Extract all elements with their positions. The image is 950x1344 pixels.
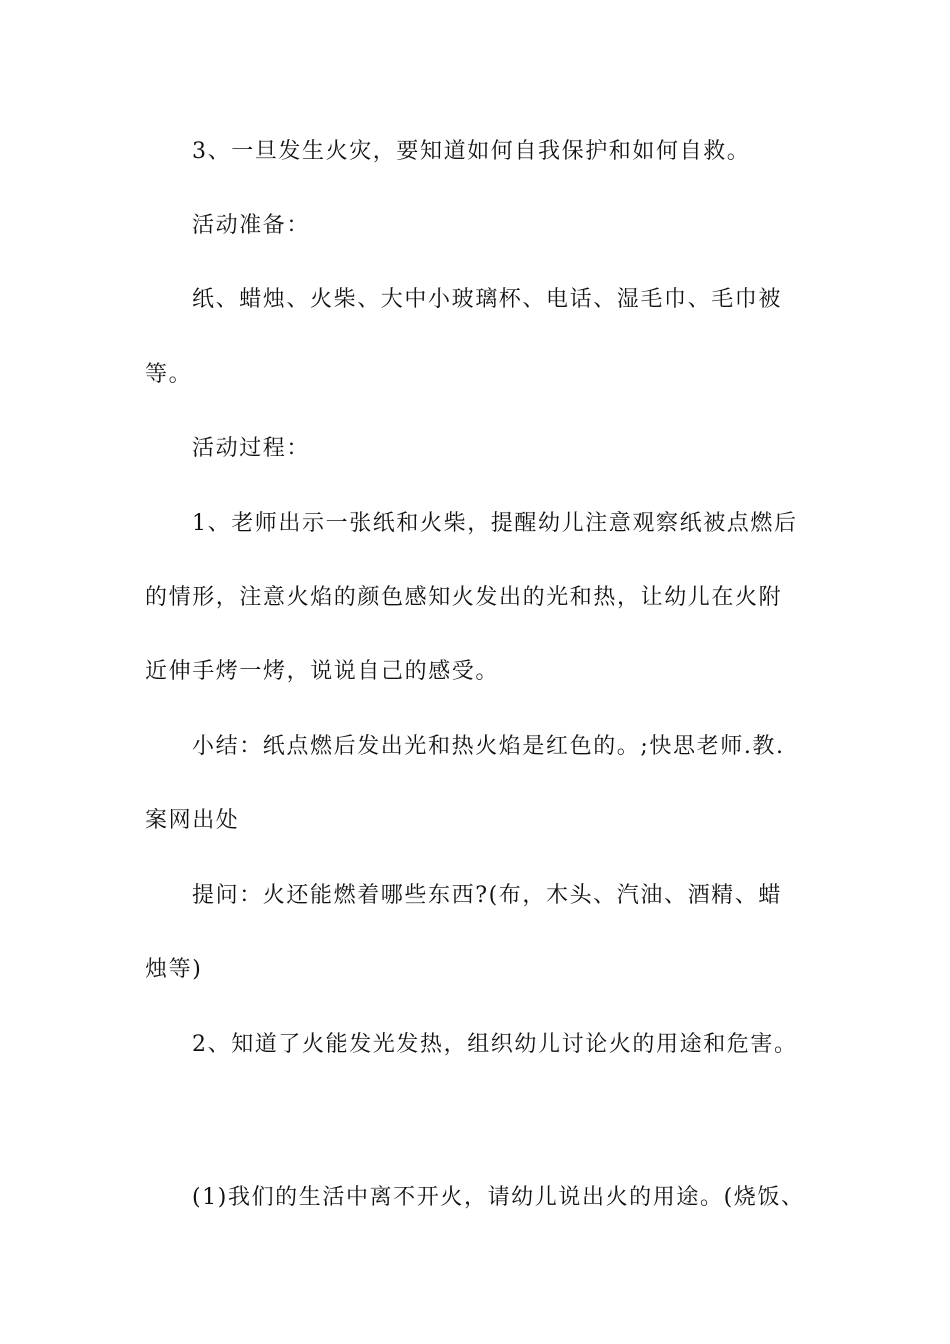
paragraph-summary-line-1: 小结：纸点燃后发出光和热火焰是红色的。;快思老师.教. [192, 734, 785, 759]
heading-process: 活动过程： [192, 436, 311, 461]
paragraph-step-2-item-1: (1)我们的生活中离不开火，请幼儿说出火的用途。(烧饭、 [192, 1185, 805, 1210]
paragraph-summary-line-2: 案网出处 [145, 808, 240, 833]
paragraph-materials-line-2: 等。 [145, 362, 193, 387]
paragraph-step-1-line-1: 1、老师出示一张纸和火柴，提醒幼儿注意观察纸被点燃后 [192, 511, 798, 536]
paragraph-step-1-line-3: 近伸手烤一烤，说说自己的感受。 [145, 659, 500, 684]
paragraph-question-line-1: 提问：火还能燃着哪些东西?(布，木头、汽油、酒精、蜡 [192, 883, 782, 908]
paragraph-step-2: 2、知道了火能发光发热，组织幼儿讨论火的用途和危害。 [192, 1032, 798, 1057]
paragraph-goal-3: 3、一旦发生火灾，要知道如何自我保护和如何自救。 [192, 139, 751, 164]
paragraph-step-1-line-2: 的情形，注意火焰的颜色感知火发出的光和热，让幼儿在火附 [145, 585, 783, 610]
paragraph-question-line-2: 烛等) [145, 957, 203, 982]
heading-preparation: 活动准备： [192, 213, 311, 238]
paragraph-materials-line-1: 纸、蜡烛、火柴、大中小玻璃杯、电话、湿毛巾、毛巾被 [192, 287, 783, 312]
